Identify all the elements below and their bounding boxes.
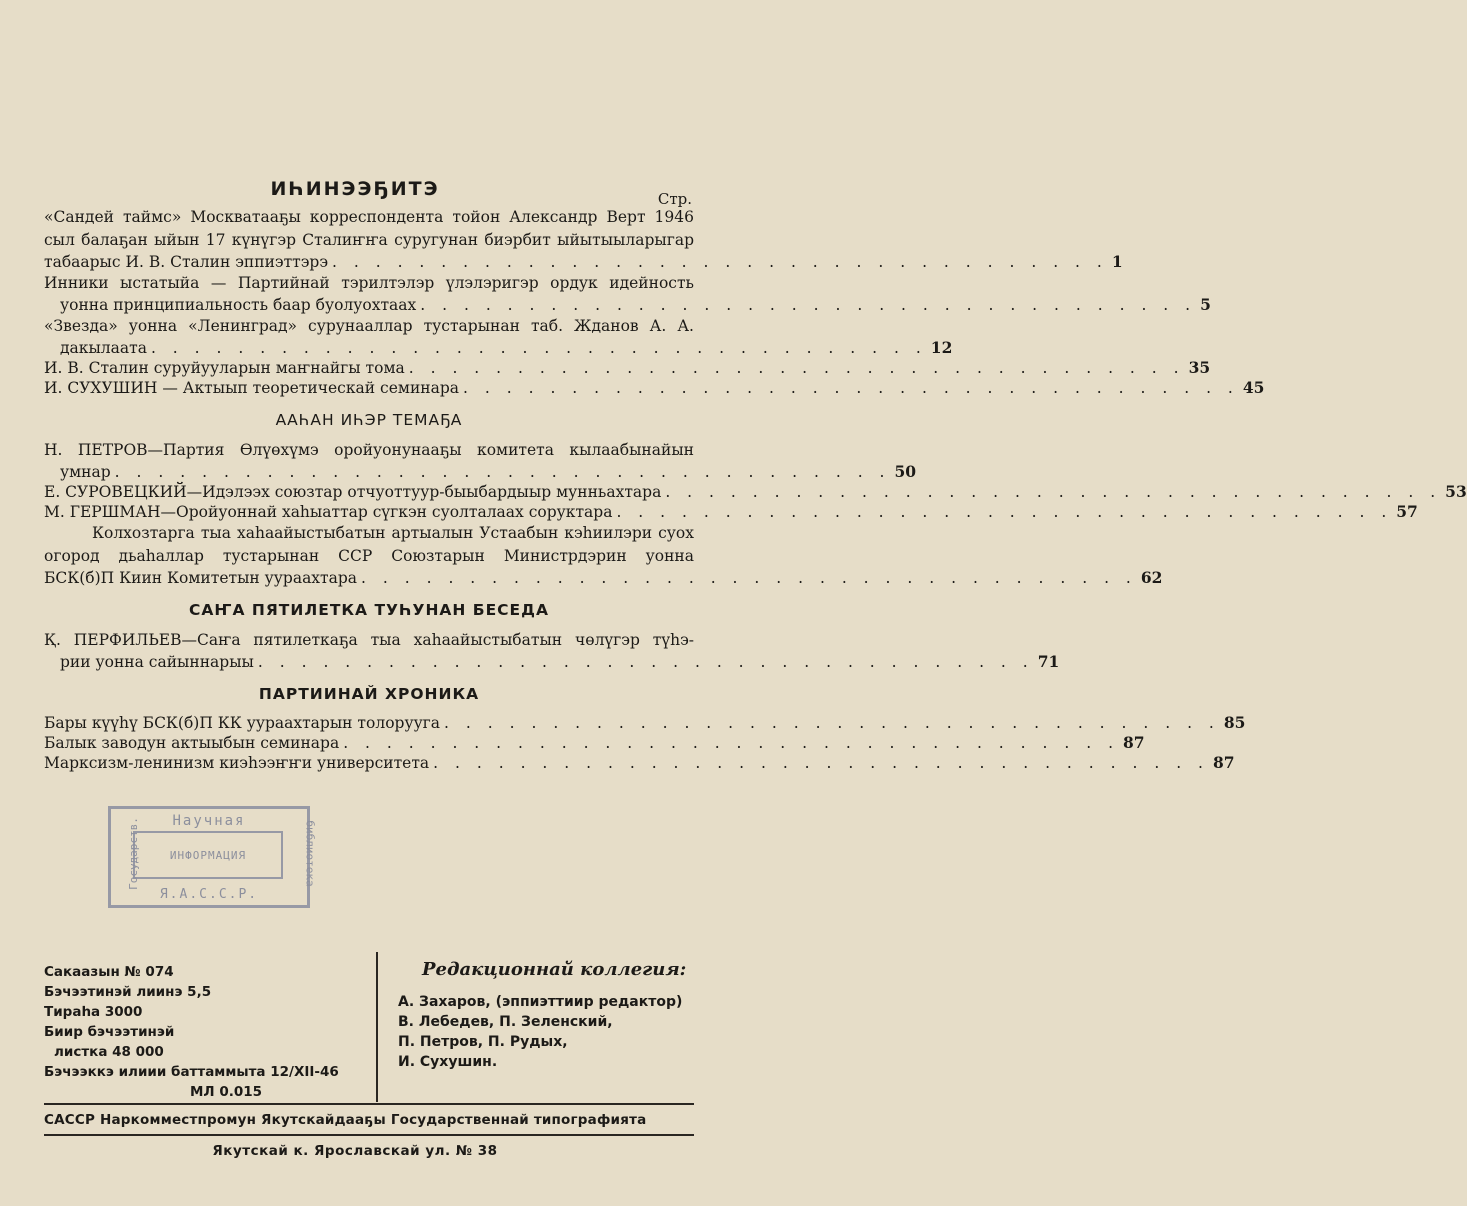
toc-page-number: 12: [930, 338, 953, 357]
stamp-top-text: Научная: [172, 813, 246, 829]
toc-entry: [44, 272, 1211, 314]
toc-entry-line: Н. ПЕТРОВ—Партия Өлүөхүмэ оройуонунааҕы комитета кылаабынайын: [44, 441, 694, 459]
toc-group-past-topic: [44, 439, 1467, 587]
toc-group-main: [44, 206, 1265, 397]
toc-entry-title: дакылаата: [60, 339, 147, 357]
leader-dots: . . . . . . . . . . . . . . . . . . . . . . . . . . . . . . . . . . . .: [444, 714, 1220, 732]
toc-entry-title: Е. СУРОВЕЦКИЙ—Идэлээх союзтар отчуоттуур-быыбардыыр мунньахтара: [44, 483, 662, 501]
toc-entry-line: Колхозтарга тыа хаһаайыстыбатын артыалын Устаабын кэһиилэри суох: [92, 524, 694, 542]
leader-dots: . . . . . . . . . . . . . . . . . . . . . . . . . . . . . . . . . . . .: [150, 339, 927, 357]
leader-dots: . . . . . . . . . . . . . . . . . . . . . . . . . . . . . . . . . . . .: [408, 359, 1185, 377]
toc-page-number: 85: [1223, 713, 1246, 732]
toc-entry-line: «Сандей таймс» Москватааҕы корреспондента тойон Александр Верт 1946: [44, 208, 694, 226]
leader-dots: . . . . . . . . . . . . . . . . . . . . . . . . . . . . . . . . . . . .: [420, 296, 1197, 314]
toc-page-number: 71: [1037, 652, 1060, 671]
toc-entry: [44, 713, 1246, 732]
editorial-members: [398, 992, 698, 1072]
toc-entry: [44, 358, 1211, 377]
stamp-left-text: Государств.: [126, 817, 140, 890]
imprint-line: Биир бэчээтинэй: [44, 1024, 175, 1040]
imprint-line: Бэчээтинэй лиинэ 5,5: [44, 984, 212, 1000]
editorial-member: П. Петров, П. Рудых,: [398, 1034, 568, 1050]
section-heading-3: ПАРТИИНАЙ ХРОНИКА: [258, 685, 480, 703]
toc-entry-title: Бары күүһү БСК(б)П КК уураахтарын толорууга: [44, 714, 441, 732]
toc-page-number: 35: [1188, 358, 1211, 377]
toc-entry-line: сыл балаҕан ыйын 17 күнүгэр Сталиҥҥа суругунан биэрбит ыйытыыларыгар: [44, 231, 694, 249]
toc-entry-last-line: [44, 252, 1123, 271]
toc-entry-title: уонна принципиальность баар буолуохтаах: [60, 296, 417, 314]
leader-dots: . . . . . . . . . . . . . . . . . . . . . . . . . . . . . . . . . . . .: [433, 754, 1209, 772]
leader-dots: . . . . . . . . . . . . . . . . . . . . . . . . . . . . . . . . . . . .: [257, 653, 1034, 671]
toc-entry-title: умнар: [60, 463, 111, 481]
editorial-title: Редакционнай коллегия:: [422, 959, 687, 980]
leader-dots: . . . . . . . . . . . . . . . . . . . . . . . . . . . . . . . . . . . .: [361, 569, 1137, 587]
imprint-line: Сакаазын № 074: [44, 964, 174, 980]
page-title: ИҺИНЭЭҔИТЭ: [270, 178, 440, 200]
toc-page-number: 62: [1140, 568, 1163, 587]
toc-entry-title: рии уонна сайыннарыы: [60, 653, 254, 671]
toc-group-chronicle: [44, 713, 1246, 772]
toc-entry: [44, 482, 1467, 501]
toc-page-number: 57: [1396, 502, 1418, 521]
toc-entry-line: Инники ыстатыйа — Партийнай тэрилтэлэр үлэлэригэр ордук идейность: [44, 274, 694, 292]
toc-entry-last-line: [44, 713, 1246, 732]
toc-entry: [44, 733, 1145, 752]
toc-entry-last-line: [44, 358, 1211, 377]
toc-entry-last-line: [44, 753, 1235, 772]
toc-entry-line: «Звезда» уонна «Ленинград» сурунааллар тустарынан таб. Жданов А. А.: [44, 317, 694, 335]
imprint-block: [44, 962, 344, 1102]
toc-entry-last-line: [44, 378, 1265, 397]
divider-top: [44, 1103, 694, 1105]
toc-entry: [44, 502, 1418, 521]
toc-entry-title: И. В. Сталин суруйууларын маҥнайгы тома: [44, 359, 405, 377]
stamp-right-text: библиотека: [303, 820, 317, 887]
toc-page-number: 87: [1123, 733, 1145, 752]
imprint-line: МЛ 0.015: [190, 1084, 263, 1100]
toc-entry-title: И. СУХУШИН — Актыып теоретическай семинара: [44, 379, 460, 397]
editorial-member: В. Лебедев, П. Зеленский,: [398, 1014, 613, 1030]
imprint-line: листка 48 000: [54, 1044, 164, 1060]
leader-dots: . . . . . . . . . . . . . . . . . . . . . . . . . . . . . . . . . . . .: [463, 379, 1239, 397]
leader-dots: . . . . . . . . . . . . . . . . . . . . . . . . . . . . . . . . . . . .: [616, 503, 1393, 521]
leader-dots: . . . . . . . . . . . . . . . . . . . . . . . . . . . . . . . . . . . .: [343, 734, 1120, 752]
imprint-line: Тираһа 3000: [44, 1004, 143, 1020]
toc-entry-last-line: [44, 652, 1060, 671]
leader-dots: . . . . . . . . . . . . . . . . . . . . . . . . . . . . . . . . . . . .: [665, 483, 1442, 501]
divider-bottom: [44, 1134, 694, 1136]
toc-entry-last-line: [44, 568, 1163, 587]
toc-entry-last-line: [44, 338, 953, 357]
editorial-member: И. Сухушин.: [398, 1054, 498, 1070]
toc-entry: [44, 439, 917, 481]
toc-entry-last-line: [44, 482, 1467, 501]
toc-page-number: 45: [1242, 378, 1265, 397]
page-column-label: Стр.: [657, 190, 692, 208]
toc-entry-last-line: [44, 462, 917, 481]
toc-page-number: 87: [1212, 753, 1235, 772]
toc-entry: [44, 629, 1060, 671]
printer-line: САССР Наркомместпромун Якутскайдааҕы Государственнай типографията: [44, 1112, 647, 1128]
toc-entry: [44, 522, 1163, 587]
toc-entry-line: Қ. ПЕРФИЛЬЕВ—Саҥа пятилеткаҕа тыа хаһаайыстыбатын чөлүгэр түһэ-: [44, 631, 694, 649]
toc-page-number: 5: [1200, 295, 1211, 314]
section-heading-1: ААҺАН ИҺЭР ТЕМАҔА: [275, 411, 463, 429]
toc-entry-last-line: [44, 733, 1145, 752]
toc-entry: [44, 753, 1235, 772]
toc-group-pyatiletka: [44, 629, 1060, 671]
stamp-middle-text: ИНФОРМАЦИЯ: [133, 831, 283, 879]
toc-entry: [44, 315, 953, 357]
toc-entry: [44, 378, 1265, 397]
column-divider: [376, 952, 378, 1102]
editorial-board: [398, 960, 698, 1072]
editorial-member: А. Захаров, (эппиэттиир редактор): [398, 994, 683, 1010]
leader-dots: . . . . . . . . . . . . . . . . . . . . . . . . . . . . . . . . . . . .: [332, 253, 1108, 271]
leader-dots: . . . . . . . . . . . . . . . . . . . . . . . . . . . . . . . . . . . .: [114, 463, 891, 481]
toc-entry: [44, 206, 1123, 271]
toc-entry-title: Балык заводун актыыбын семинара: [44, 734, 340, 752]
toc-entry-title: Марксизм-ленинизм киэһээҥҥи университета: [44, 754, 430, 772]
library-stamp: [108, 806, 317, 908]
toc-entry-line: огород дьаһаллар тустарынан ССР Союзтарын Министрдэрин уонна: [44, 547, 694, 565]
table-of-contents: [44, 206, 1467, 773]
toc-entry-title: табаарыс И. В. Сталин эппиэттэрэ: [44, 253, 329, 271]
toc-entry-title: БСК(б)П Киин Комитетын уураахтара: [44, 569, 358, 587]
section-heading-2: САҤА ПЯТИЛЕТКА ТУҺУНАН БЕСЕДА: [189, 601, 549, 619]
address-line: Якутскай к. Ярославскай ул. № 38: [212, 1143, 498, 1159]
stamp-bottom-text: Я.А.С.С.Р.: [159, 887, 259, 902]
toc-entry-last-line: [44, 295, 1211, 314]
toc-entry-title: М. ГЕРШМАН—Оройуоннай хаһыаттар сүгкэн суолталаах соруктара: [44, 503, 613, 521]
toc-entry-last-line: [44, 502, 1418, 521]
toc-page-number: 50: [894, 462, 917, 481]
imprint-line: Бэчээккэ илиии баттаммыта 12/XII-46: [44, 1064, 339, 1080]
toc-page-number: 53: [1445, 482, 1467, 501]
toc-page-number: 1: [1111, 252, 1123, 271]
